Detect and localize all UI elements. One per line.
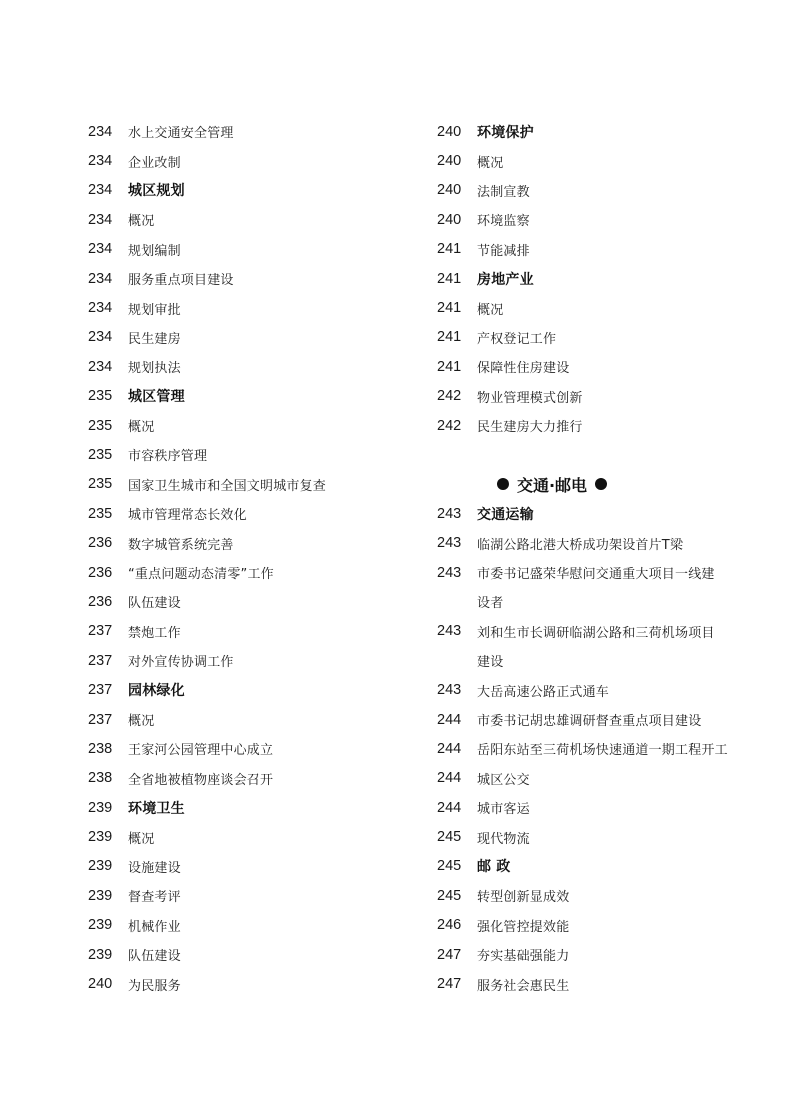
toc-entry	[437, 911, 767, 940]
toc-section-entry	[88, 675, 408, 704]
page-number: 237	[88, 652, 113, 669]
page-number: 234	[88, 241, 113, 258]
entry-title: 概况	[128, 420, 155, 436]
page-number: 244	[437, 740, 462, 757]
page-number: 235	[88, 388, 113, 405]
page-number: 234	[88, 123, 113, 140]
entry-title: 邮 政	[477, 859, 511, 876]
entry-title: 国家卫生城市和全国文明城市复查	[128, 478, 327, 494]
toc-entry	[88, 646, 408, 675]
entry-title: 民生建房大力推行	[477, 420, 583, 436]
toc-entry	[437, 205, 767, 234]
section-heading	[437, 470, 667, 499]
toc-entry	[88, 764, 408, 793]
page-number: 245	[437, 858, 462, 875]
toc-entry	[437, 734, 767, 763]
toc-entry	[437, 646, 767, 675]
page-number: 245	[437, 887, 462, 904]
toc-entry	[437, 617, 767, 646]
entry-title: 概况	[477, 155, 504, 171]
entry-title: 概况	[128, 831, 155, 847]
page-number: 241	[437, 358, 462, 375]
entry-title: 对外宣传协调工作	[128, 655, 234, 671]
entry-title: 全省地被植物座谈会召开	[128, 772, 274, 788]
toc-entry	[88, 881, 408, 910]
page-number: 243	[437, 564, 462, 581]
bullet-dot-icon	[497, 478, 509, 490]
entry-title: 现代物流	[477, 831, 530, 847]
page-number: 244	[437, 711, 462, 728]
toc-section-entry	[88, 176, 408, 205]
page-number: 237	[88, 711, 113, 728]
entry-title: 环境卫生	[128, 800, 185, 817]
toc-entry	[88, 205, 408, 234]
page-number: 241	[437, 329, 462, 346]
entry-title: 临湖公路北港大桥成功架设首片T梁	[477, 537, 684, 553]
toc-entry	[88, 852, 408, 881]
page-number: 247	[437, 946, 462, 963]
entry-title: 节能减排	[477, 243, 530, 259]
page-number: 239	[88, 858, 113, 875]
page-number: 234	[88, 211, 113, 228]
toc-entry	[437, 764, 767, 793]
page-number: 234	[88, 358, 113, 375]
toc-entry	[437, 822, 767, 851]
page-number: 239	[88, 799, 113, 816]
page-number: 240	[437, 123, 462, 140]
entry-title: 城市客运	[477, 802, 530, 818]
page-number: 234	[88, 329, 113, 346]
toc-entry	[437, 881, 767, 910]
page-number: 240	[437, 182, 462, 199]
toc-entry	[437, 705, 767, 734]
page-number: 236	[88, 593, 113, 610]
page-number: 238	[88, 740, 113, 757]
page-number: 246	[437, 917, 462, 934]
page-number: 239	[88, 887, 113, 904]
entry-title: 强化管控提效能	[477, 919, 570, 935]
toc-entry	[88, 117, 408, 146]
page-number: 243	[437, 623, 462, 640]
entry-title: 民生建房	[128, 331, 181, 347]
toc-entry	[437, 323, 767, 352]
entry-title: 机械作业	[128, 919, 181, 935]
toc-right-column	[437, 117, 767, 999]
toc-entry	[437, 352, 767, 381]
toc-entry	[88, 940, 408, 969]
toc-entry	[437, 411, 767, 440]
entry-title: 物业管理模式创新	[477, 390, 583, 406]
page-number: 238	[88, 770, 113, 787]
page-number: 234	[88, 270, 113, 287]
entry-title: 保障性住房建设	[477, 361, 570, 377]
entry-title: “重点问题动态清零”工作	[128, 567, 274, 583]
entry-title: 建设	[477, 655, 504, 671]
page-number: 240	[88, 976, 113, 993]
toc-entry	[437, 176, 767, 205]
entry-title: 服务重点项目建设	[128, 273, 234, 289]
page-number: 243	[437, 505, 462, 522]
entry-title: 规划编制	[128, 243, 181, 259]
toc-entry	[88, 528, 408, 557]
toc-entry	[88, 146, 408, 175]
entry-title: 概况	[477, 302, 504, 318]
page-number: 242	[437, 388, 462, 405]
page-number: 247	[437, 976, 462, 993]
toc-entry	[437, 675, 767, 704]
toc-right-bottom-list	[437, 499, 767, 999]
entry-title: 城区规划	[128, 183, 185, 200]
page-number: 241	[437, 270, 462, 287]
page-number: 245	[437, 829, 462, 846]
page-number: 240	[437, 153, 462, 170]
entry-title: 城市管理常态长效化	[128, 508, 247, 524]
entry-title: 规划审批	[128, 302, 181, 318]
entry-title: 为民服务	[128, 978, 181, 994]
toc-entry	[88, 470, 408, 499]
page-number: 240	[437, 211, 462, 228]
entry-title: 夯实基础强能力	[477, 949, 570, 965]
toc-entry	[88, 734, 408, 763]
toc-entry	[88, 411, 408, 440]
page-number: 236	[88, 564, 113, 581]
toc-entry	[88, 558, 408, 587]
toc-entry	[437, 587, 767, 616]
toc-entry	[88, 352, 408, 381]
toc-entry	[437, 969, 767, 998]
toc-left-column	[88, 117, 408, 999]
entry-title: 转型创新显成效	[477, 890, 570, 906]
entry-title: 市容秩序管理	[128, 449, 208, 465]
entry-title: 服务社会惠民生	[477, 978, 570, 994]
toc-section-entry	[437, 499, 767, 528]
entry-title: 刘和生市长调研临湖公路和三荷机场项目	[477, 625, 715, 641]
page-number: 243	[437, 535, 462, 552]
page-number: 237	[88, 682, 113, 699]
entry-title: 队伍建设	[128, 949, 181, 965]
entry-title: 水上交通安全管理	[128, 126, 234, 142]
page-number: 237	[88, 623, 113, 640]
toc-entry	[88, 587, 408, 616]
entry-title: 禁炮工作	[128, 625, 181, 641]
entry-title: 设者	[477, 596, 504, 612]
page-number: 234	[88, 300, 113, 317]
entry-title: 环境保护	[477, 124, 534, 141]
page-number: 235	[88, 505, 113, 522]
entry-title: 规划执法	[128, 361, 181, 377]
toc-entry	[88, 969, 408, 998]
entry-title: 交通运输	[477, 506, 534, 523]
toc-entry	[437, 940, 767, 969]
entry-title: 督查考评	[128, 890, 181, 906]
entry-title: 设施建设	[128, 860, 181, 876]
toc-entry	[88, 440, 408, 469]
toc-entry	[88, 323, 408, 352]
entry-title: 大岳高速公路正式通车	[477, 684, 610, 700]
page-number: 243	[437, 682, 462, 699]
bullet-dot-icon	[595, 478, 607, 490]
toc-section-entry	[437, 852, 767, 881]
page-number: 239	[88, 829, 113, 846]
toc-entry	[88, 235, 408, 264]
toc-entry	[88, 264, 408, 293]
toc-section-entry	[88, 382, 408, 411]
page-number: 239	[88, 917, 113, 934]
entry-title: 市委书记胡忠雄调研督查重点项目建设	[477, 714, 702, 729]
page-number: 244	[437, 799, 462, 816]
toc-entry	[88, 499, 408, 528]
toc-section-entry	[437, 264, 767, 293]
toc-entry	[88, 293, 408, 322]
entry-title: 数字城管系统完善	[128, 537, 234, 553]
toc-entry	[437, 558, 767, 587]
toc-section-entry	[88, 793, 408, 822]
page-number: 235	[88, 417, 113, 434]
entry-title: 园林绿化	[128, 683, 185, 700]
entry-title: 王家河公园管理中心成立	[128, 743, 274, 759]
toc-entry	[88, 911, 408, 940]
toc-entry	[88, 705, 408, 734]
entry-title: 市委书记盛荣华慰问交通重大项目一线建	[477, 567, 715, 583]
entry-title: 环境监察	[477, 214, 530, 230]
entry-title: 城区公交	[477, 772, 530, 788]
toc-entry	[437, 235, 767, 264]
page-number: 241	[437, 300, 462, 317]
page-number: 236	[88, 535, 113, 552]
entry-title: 产权登记工作	[477, 331, 557, 347]
toc-entry	[437, 146, 767, 175]
page-number: 244	[437, 770, 462, 787]
toc-entry	[88, 822, 408, 851]
toc-entry	[437, 793, 767, 822]
toc-entry	[437, 528, 767, 557]
page-number: 235	[88, 476, 113, 493]
entry-title: 企业改制	[128, 155, 181, 171]
page-number: 235	[88, 446, 113, 463]
spacer	[437, 440, 767, 469]
toc-entry	[88, 617, 408, 646]
entry-title: 岳阳东站至三荷机场快速通道一期工程开工	[477, 743, 728, 759]
toc-right-top-list	[437, 117, 767, 440]
entry-title: 队伍建设	[128, 596, 181, 612]
entry-title: 法制宣教	[477, 184, 530, 200]
section-heading-text: 交通·邮电	[516, 475, 588, 495]
page-number: 234	[88, 153, 113, 170]
entry-title: 房地产业	[477, 271, 534, 288]
entry-title: 概况	[128, 214, 155, 230]
page-number: 242	[437, 417, 462, 434]
entry-title: 城区管理	[128, 389, 185, 406]
toc-section-entry	[437, 117, 767, 146]
toc-entry	[437, 382, 767, 411]
toc-entry	[437, 293, 767, 322]
entry-title: 概况	[128, 714, 155, 729]
page-number: 241	[437, 241, 462, 258]
page-number: 239	[88, 946, 113, 963]
page-number: 234	[88, 182, 113, 199]
